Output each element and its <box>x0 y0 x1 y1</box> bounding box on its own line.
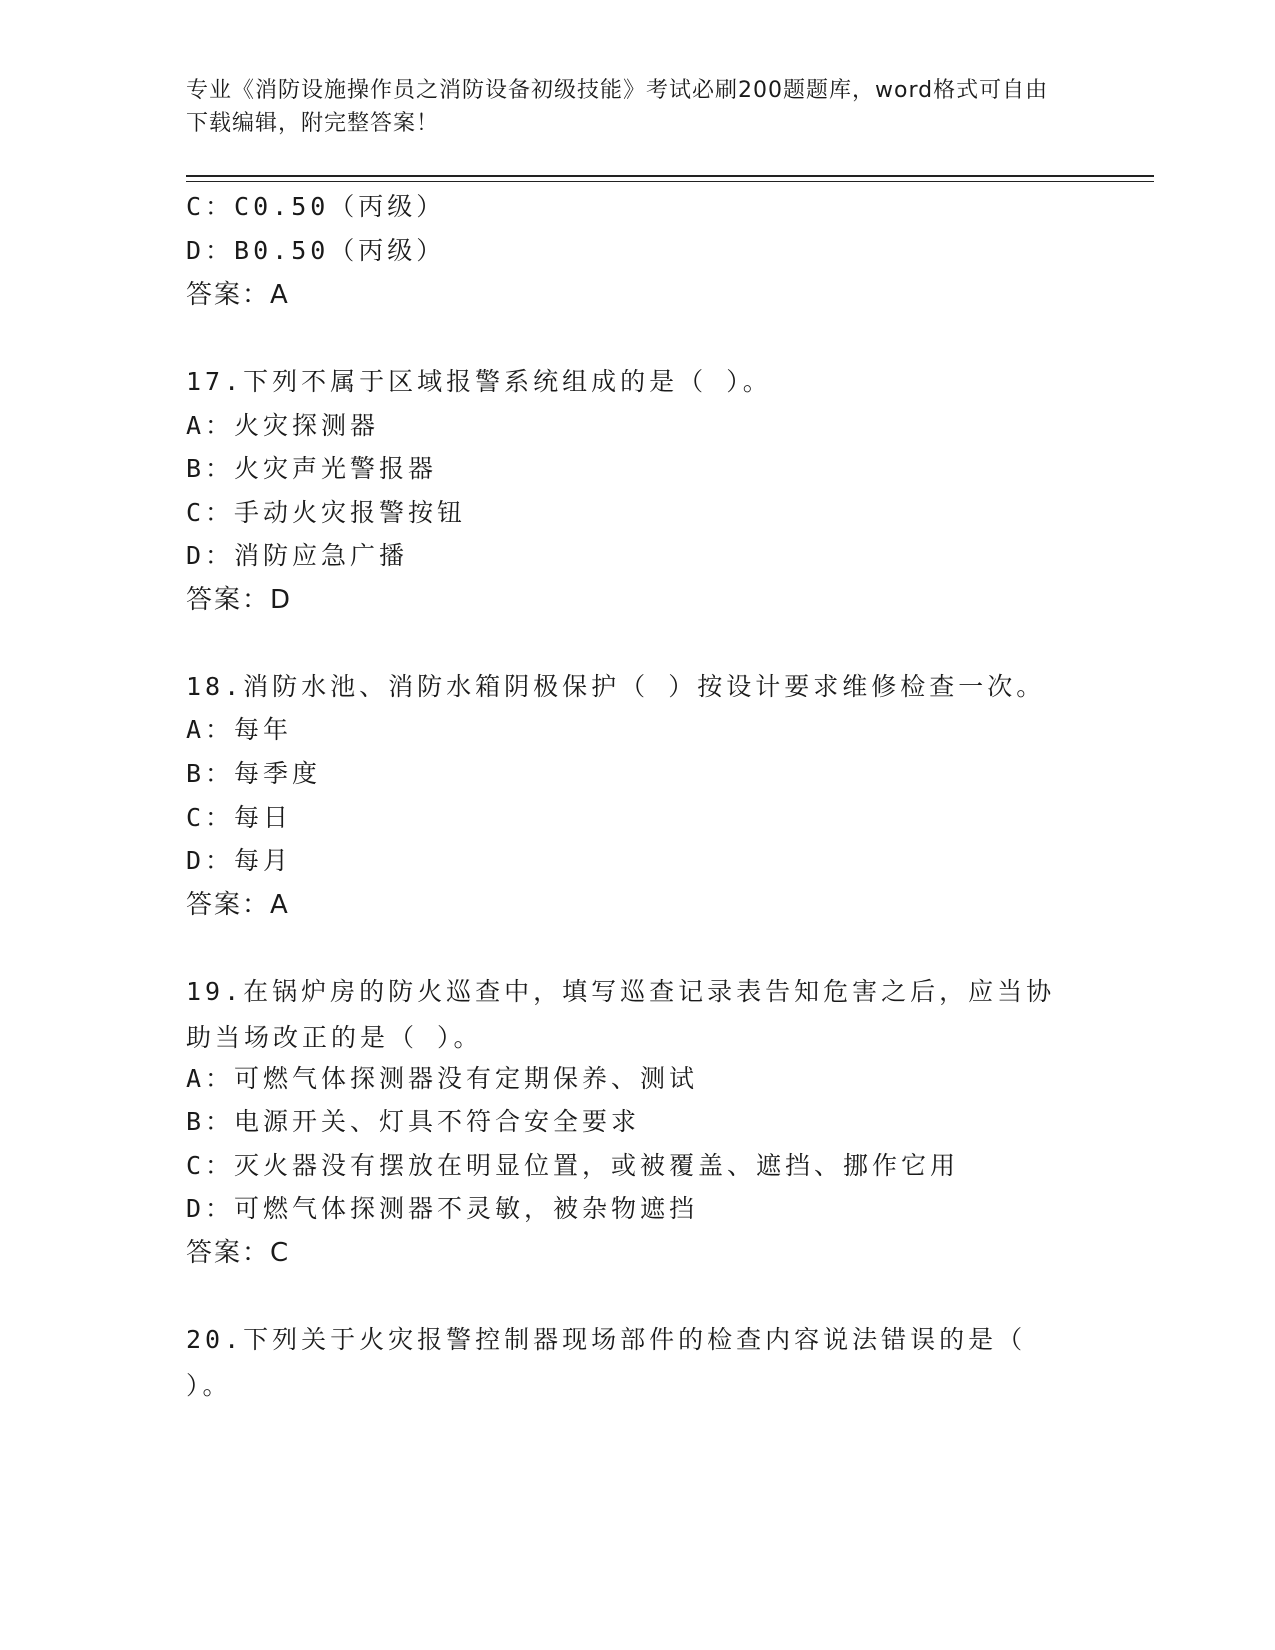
q19-option-a: A：可燃气体探测器没有定期保养、测试 <box>186 1064 699 1093</box>
header-rule-thick <box>186 175 1154 177</box>
prev-answer: 答案：A <box>186 280 290 310</box>
q19-question: 19.在锅炉房的防火巡查中，填写巡查记录表告知危害之后，应当协助当场改正的是（ ）。 <box>186 977 1056 1052</box>
q20-question: 20.下列关于火灾报警控制器现场部件的检查内容说法错误的是（ ）。 <box>186 1325 1027 1400</box>
q19-option-b: B：电源开关、灯具不符合安全要求 <box>186 1107 641 1136</box>
q19-option-d: D：可燃气体探测器不灵敏，被杂物遮挡 <box>186 1194 699 1223</box>
q17-option-b: B：火灾声光警报器 <box>186 454 438 483</box>
q17-option-c: C：手动火灾报警按钮 <box>186 498 467 527</box>
q17-question: 17.下列不属于区域报警系统组成的是（ ）。 <box>186 367 772 396</box>
q18-option-d: D：每月 <box>186 846 293 875</box>
q18-answer: 答案：A <box>186 890 290 920</box>
q19-answer: 答案：C <box>186 1238 291 1268</box>
prev-option-c: C：C0.50（丙级） <box>186 192 446 221</box>
document-header: 专业《消防设施操作员之消防设备初级技能》考试必刷200题题库，word格式可自由下载编辑，附完整答案！ <box>186 78 1049 136</box>
prev-option-d: D：B0.50（丙级） <box>186 236 446 265</box>
q18-question: 18.消防水池、消防水箱阴极保护（ ）按设计要求维修检查一次。 <box>186 672 1046 701</box>
q18-option-a: A：每年 <box>186 715 293 744</box>
q17-answer: 答案：D <box>186 585 293 615</box>
q19-option-c: C：灭火器没有摆放在明显位置，或被覆盖、遮挡、挪作它用 <box>186 1151 960 1180</box>
q17-option-d: D：消防应急广播 <box>186 541 409 570</box>
q18-option-b: B：每季度 <box>186 759 322 788</box>
q17-option-a: A：火灾探测器 <box>186 411 380 440</box>
header-rule-thin <box>186 181 1154 182</box>
q18-option-c: C：每日 <box>186 803 293 832</box>
